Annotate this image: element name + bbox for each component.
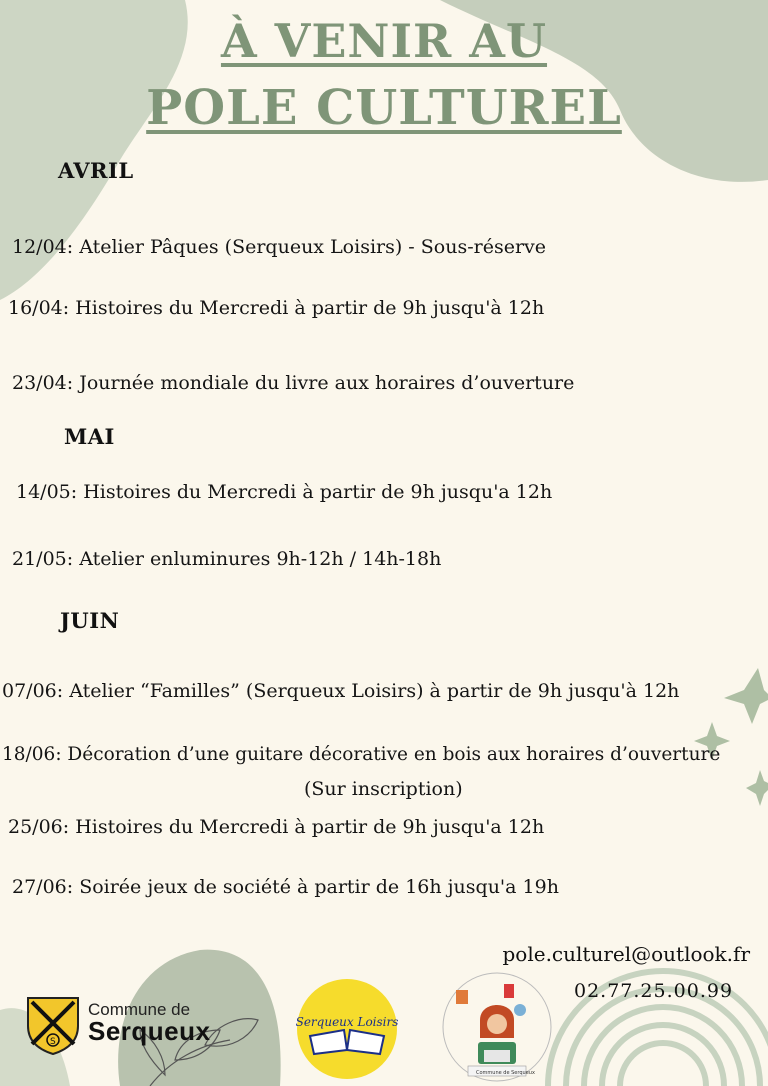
event-subnote: (Sur inscription) (304, 778, 463, 800)
sparkles-right (694, 668, 768, 806)
commune-label: Commune de (88, 1000, 191, 1019)
contact-phone: 02.77.25.00.99 (574, 980, 734, 1002)
poster-title-line2: POLE CULTUREL (146, 80, 622, 136)
svg-text:S: S (50, 1037, 56, 1047)
event-item: 14/05: Histoires du Mercredi à partir de 9h jusqu'a 12h (16, 481, 553, 503)
poster-title-line1: À VENIR AU (220, 14, 548, 68)
event-item: 25/06: Histoires du Mercredi à partir de 9h jusqu'a 12h (8, 816, 545, 838)
event-item: 21/05: Atelier enluminures 9h-12h / 14h-18h (12, 548, 442, 570)
pole-culturel-logo (440, 970, 554, 1084)
event-item: 12/04: Atelier Pâques (Serqueux Loisirs) - Sous-réserve (12, 236, 547, 258)
month-heading-juin: JUIN (60, 608, 120, 633)
month-heading-mai: MAI (64, 424, 115, 449)
event-item: 18/06: Décoration d’une guitare décorative en bois aux horaires d’ouverture (2, 744, 721, 765)
event-item: 16/04: Histoires du Mercredi à partir de 9h jusqu'à 12h (8, 297, 545, 319)
serqueux-loisirs-logo (296, 978, 398, 1080)
contact-email[interactable]: pole.culturel@outlook.fr (502, 942, 750, 966)
month-heading-avril: AVRIL (58, 158, 134, 183)
event-item: 27/06: Soirée jeux de société à partir de 16h jusqu'a 19h (12, 876, 559, 898)
event-item: 23/04: Journée mondiale du livre aux horaires d’ouverture (12, 372, 575, 394)
commune-name: Serqueux (88, 1016, 211, 1046)
serqueux-loisirs-wordmark: Serqueux Loisirs (296, 1015, 398, 1029)
commune-shield-icon (26, 996, 80, 1056)
event-item: 07/06: Atelier “Familles” (Serqueux Loisirs) à partir de 9h jusqu'à 12h (2, 680, 680, 702)
pole-culturel-mini-caption: Commune de Serqueux (476, 1070, 535, 1076)
